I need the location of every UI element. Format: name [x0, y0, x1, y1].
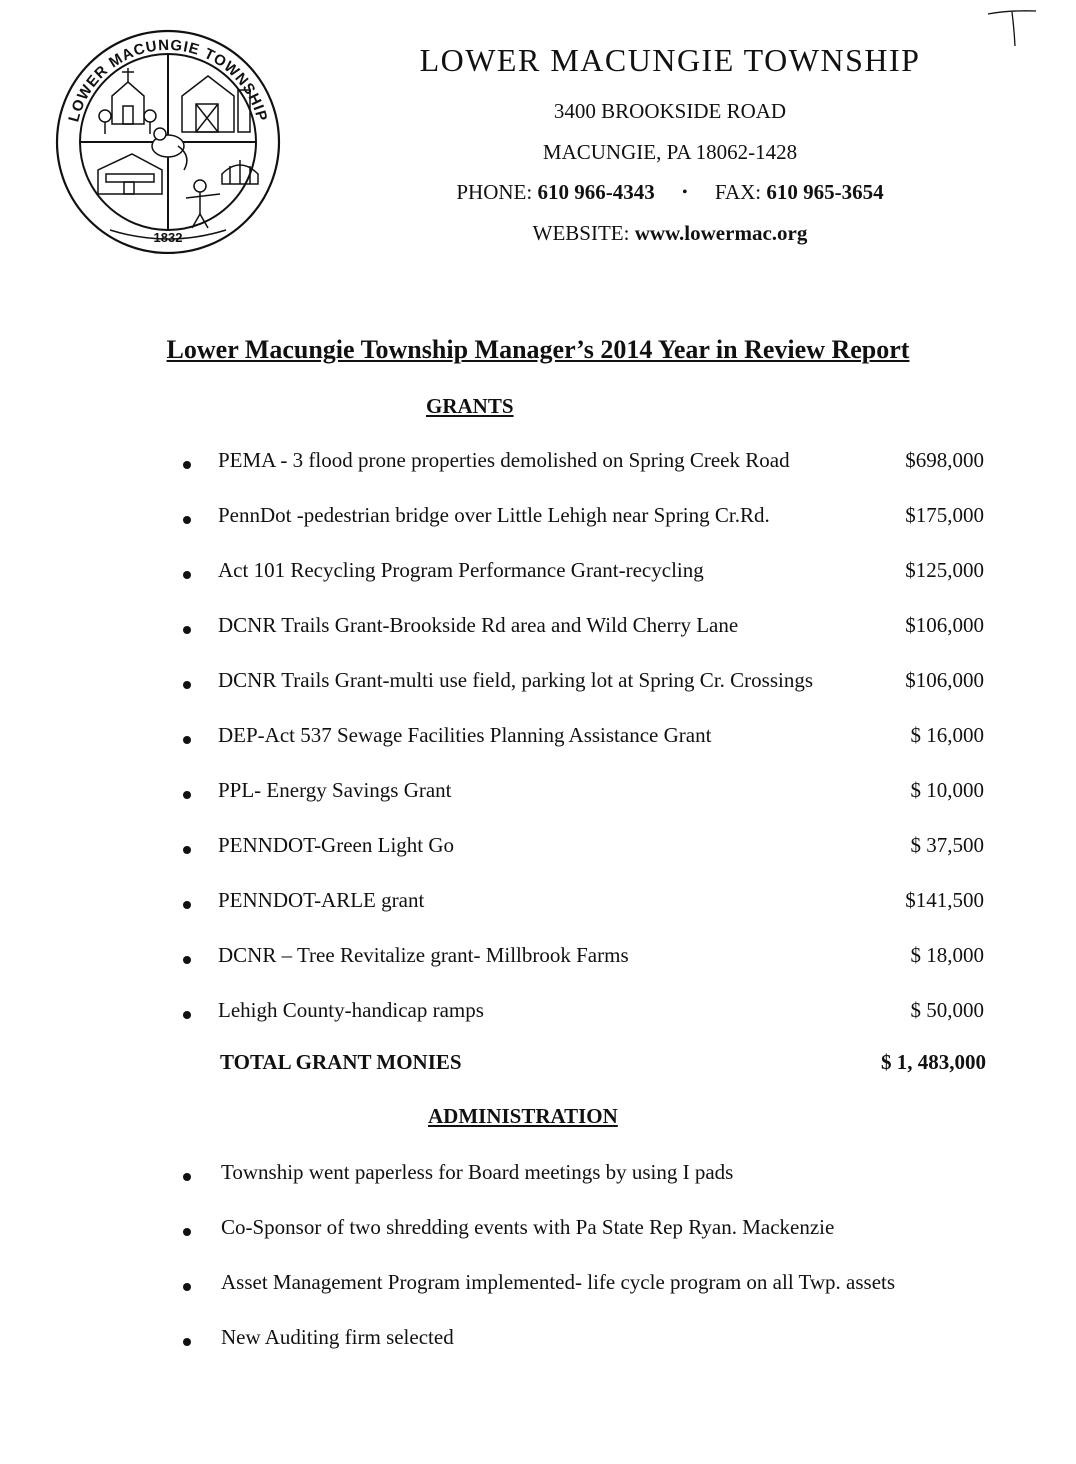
bullet-icon	[183, 1011, 191, 1019]
admin-item	[0, 1160, 1076, 1190]
fax-label: FAX:	[714, 180, 762, 204]
grant-label: Act 101 Recycling Program Performance Grant-recycling	[218, 558, 704, 582]
bullet-icon	[183, 901, 191, 909]
grant-label: PENNDOT-Green Light Go	[218, 833, 455, 857]
grant-amount: $ 10,000	[910, 778, 984, 802]
svg-text:1832: 1832	[153, 230, 183, 245]
grant-row	[0, 613, 1076, 643]
report-title: Lower Macungie Township Manager’s 2014 Year in Review Report	[166, 335, 910, 364]
grant-label: DCNR Trails Grant-Brookside Rd area and Wild Cherry Lane	[218, 613, 739, 637]
grant-label: DEP-Act 537 Sewage Facilities Planning Assistance Grant	[218, 723, 712, 747]
grant-row	[0, 503, 1076, 533]
bullet-icon	[183, 1173, 191, 1181]
grant-row	[0, 778, 1076, 808]
bullet-icon	[183, 516, 191, 524]
grant-row	[0, 558, 1076, 588]
grant-amount: $175,000	[905, 503, 984, 527]
grant-row	[0, 833, 1076, 863]
grant-amount: $106,000	[905, 668, 984, 692]
admin-item	[0, 1325, 1076, 1355]
address-city: MACUNGIE, PA 18062-1428	[542, 140, 798, 164]
grant-label: PennDot -pedestrian bridge over Little Lehigh near Spring Cr.Rd.	[218, 503, 770, 527]
grant-row	[0, 668, 1076, 698]
separator: •	[681, 184, 688, 201]
fax-number: 610 965-3654	[766, 180, 884, 204]
bullet-icon	[183, 956, 191, 964]
organization-name: LOWER MACUNGIE TOWNSHIP	[419, 42, 921, 78]
admin-item	[0, 1270, 1076, 1300]
admin-item	[0, 1215, 1076, 1245]
bullet-icon	[183, 681, 191, 689]
contact-line	[300, 180, 1040, 205]
bullet-icon	[183, 846, 191, 854]
grant-amount: $ 37,500	[910, 833, 984, 857]
admin-item-label: New Auditing firm selected	[221, 1325, 454, 1349]
website-line	[300, 221, 1040, 246]
bullet-icon	[183, 1338, 191, 1346]
bullet-icon	[183, 791, 191, 799]
phone-number: 610 966-4343	[537, 180, 655, 204]
administration-heading: ADMINISTRATION	[428, 1104, 618, 1128]
bullet-icon	[183, 1283, 191, 1291]
grant-row	[0, 723, 1076, 753]
grant-label: PEMA - 3 flood prone properties demolished on Spring Creek Road	[218, 448, 790, 472]
township-seal-icon	[50, 24, 286, 254]
total-grants-amount: $ 1, 483,000	[881, 1050, 986, 1074]
admin-item-label: Co-Sponsor of two shredding events with Pa State Rep Ryan. Mackenzie	[221, 1215, 835, 1239]
phone-label: PHONE:	[456, 180, 533, 204]
grant-label: Lehigh County-handicap ramps	[218, 998, 484, 1022]
total-grants-label: TOTAL GRANT MONIES	[220, 1050, 462, 1074]
bullet-icon	[183, 736, 191, 744]
grant-label: DCNR – Tree Revitalize grant- Millbrook Farms	[218, 943, 629, 967]
bullet-icon	[183, 571, 191, 579]
website-label: WEBSITE:	[532, 221, 630, 245]
svg-text:LOWER MACUNGIE TOWNSHIP: LOWER MACUNGIE TOWNSHIP	[65, 36, 271, 124]
address-street: 3400 BROOKSIDE ROAD	[553, 99, 787, 123]
grant-amount: $698,000	[905, 448, 984, 472]
grant-row	[0, 998, 1076, 1028]
bullet-icon	[183, 626, 191, 634]
grant-amount: $ 16,000	[910, 723, 984, 747]
grant-amount: $ 50,000	[910, 998, 984, 1022]
grant-amount: $ 18,000	[910, 943, 984, 967]
bullet-icon	[183, 461, 191, 469]
grant-amount: $125,000	[905, 558, 984, 582]
grant-label: PPL- Energy Savings Grant	[218, 778, 452, 802]
grant-row	[0, 888, 1076, 918]
grant-row	[0, 448, 1076, 478]
admin-item-label: Asset Management Program implemented- life cycle program on all Twp. assets	[221, 1270, 896, 1294]
grant-row	[0, 943, 1076, 973]
grant-amount: $141,500	[905, 888, 984, 912]
admin-item-label: Township went paperless for Board meetings by using I pads	[221, 1160, 734, 1184]
grants-heading: GRANTS	[426, 394, 514, 418]
bullet-icon	[183, 1228, 191, 1236]
grant-label: DCNR Trails Grant-multi use field, parking lot at Spring Cr. Crossings	[218, 668, 814, 692]
grant-label: PENNDOT-ARLE grant	[218, 888, 425, 912]
grant-amount: $106,000	[905, 613, 984, 637]
website-url: www.lowermac.org	[634, 221, 808, 245]
